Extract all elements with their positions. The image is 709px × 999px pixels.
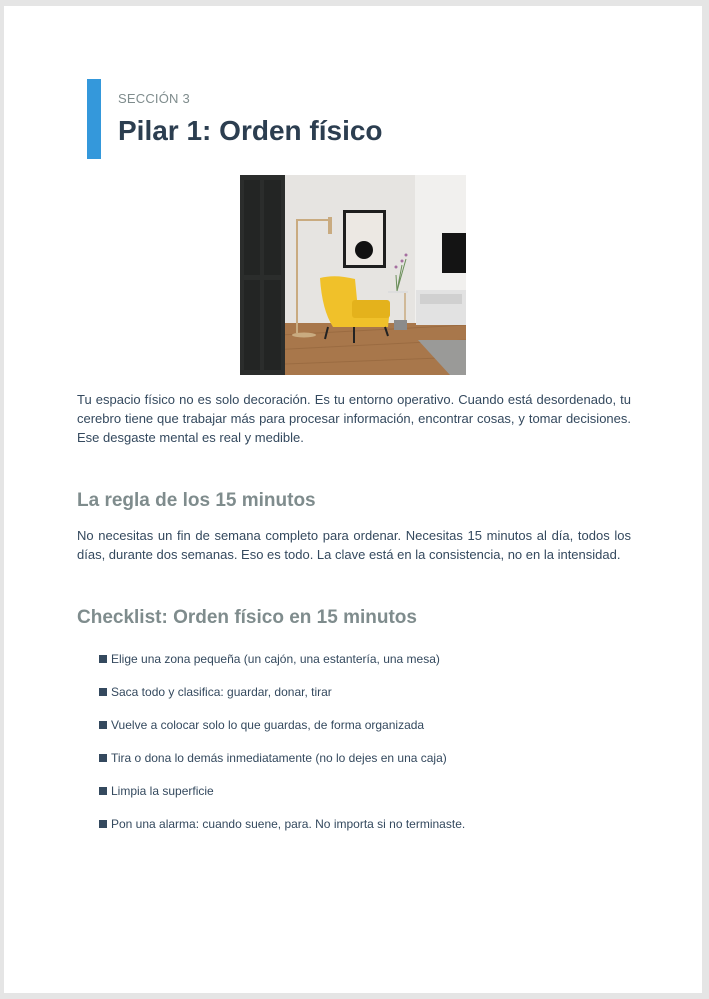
square-bullet-icon xyxy=(99,721,107,729)
checklist-item-text: Tira o dona lo demás inmediatamente (no lo dejes en una caja) xyxy=(111,751,447,765)
checklist-item-text: Vuelve a colocar solo lo que guardas, de forma organizada xyxy=(111,718,425,732)
checklist-heading: Checklist: Orden físico en 15 minutos xyxy=(77,607,417,628)
checklist-item xyxy=(99,784,465,817)
checklist-item xyxy=(99,817,465,850)
checklist-item xyxy=(99,685,465,718)
checklist-item xyxy=(99,652,465,685)
page-title: Pilar 1: Orden físico xyxy=(118,115,383,146)
square-bullet-icon xyxy=(99,787,107,795)
living-room-image xyxy=(240,175,466,375)
square-bullet-icon xyxy=(99,688,107,696)
accent-bar xyxy=(87,79,101,159)
checklist-item-text: Pon una alarma: cuando suene, para. No importa si no terminaste. xyxy=(111,817,466,831)
checklist-item-text: Limpia la superficie xyxy=(111,784,214,798)
checklist-item-text: Saca todo y clasifica: guardar, donar, tirar xyxy=(111,685,332,699)
square-bullet-icon xyxy=(99,655,107,663)
checklist-item-text: Elige una zona pequeña (un cajón, una estantería, una mesa) xyxy=(111,652,440,666)
rule-heading: La regla de los 15 minutos xyxy=(77,490,316,511)
checklist xyxy=(99,652,465,850)
document-page xyxy=(4,6,702,993)
section-label: SECCIÓN 3 xyxy=(118,91,190,106)
intro-paragraph: Tu espacio físico no es solo decoración. Es tu entorno operativo. Cuando está desordenado, tu cerebro tiene que trabajar más para procesar información, encontrar cosas, y tomar decisiones. Ese desgaste mental es real y medible. xyxy=(77,392,631,445)
square-bullet-icon xyxy=(99,820,107,828)
checklist-item xyxy=(99,751,465,784)
rule-paragraph: No necesitas un fin de semana completo para ordenar. Necesitas 15 minutos al día, todos los días, durante dos semanas. Eso es todo. La clave está en la consistencia, no en la intensidad. xyxy=(77,528,631,562)
checklist-item xyxy=(99,718,465,751)
square-bullet-icon xyxy=(99,754,107,762)
